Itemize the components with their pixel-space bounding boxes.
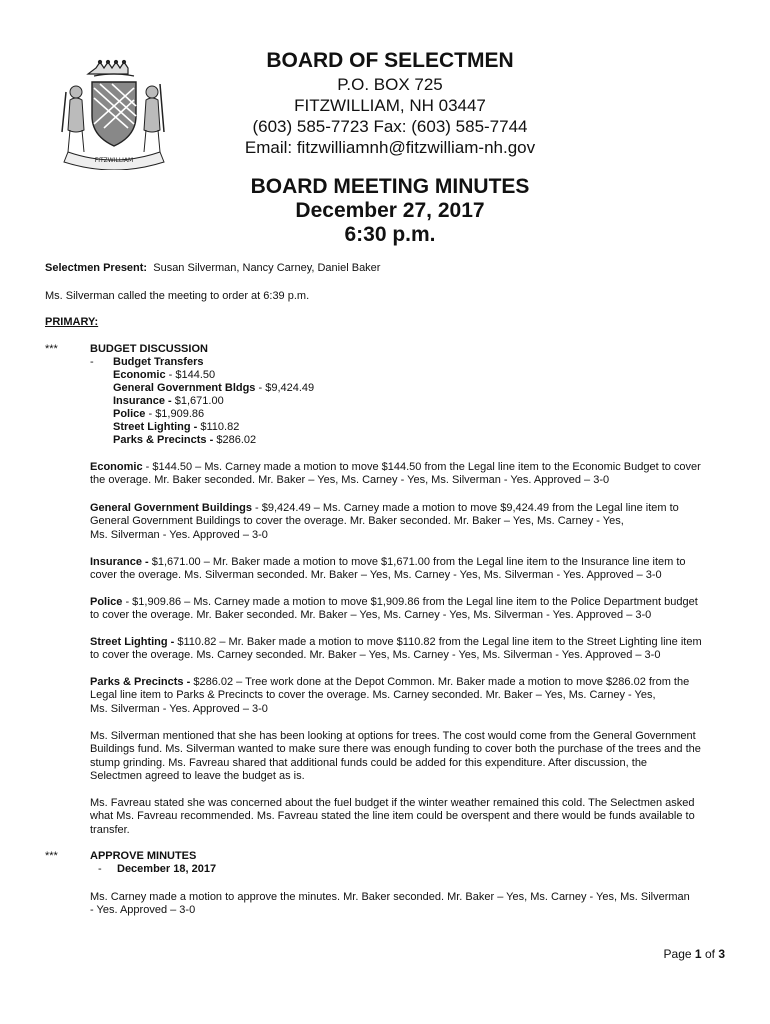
budget-item: Insurance - $1,671.00 — [113, 395, 224, 407]
page-number: Page 1 of 3 — [663, 947, 725, 961]
title-main: BOARD MEETING MINUTES — [250, 175, 530, 198]
budget-item: General Government Bldgs - $9,424.49 — [113, 382, 315, 394]
paragraph-insurance: Insurance - $1,671.00 – Mr. Baker made a motion to move $1,671.00 from the Legal line item to the Insurance line item to cover the overage. Ms. Silverman seconded. Mr. Baker – Yes, Ms. Carney - Yes, Ms. Silverman - Yes. Approved – 3-0 — [90, 556, 686, 582]
call-to-order: Ms. Silverman called the meeting to order at 6:39 p.m. — [45, 290, 310, 302]
selectmen-present — [45, 262, 380, 275]
phone-fax: (603) 585-7723 Fax: (603) 585-7744 — [252, 117, 528, 136]
email-line: Email: fitzwilliamnh@fitzwilliam-nh.gov — [244, 138, 536, 157]
minutes-dash: - — [98, 863, 102, 875]
budget-heading: BUDGET DISCUSSION — [90, 343, 208, 355]
budget-marker: *** — [45, 343, 58, 355]
paragraph-trees: Ms. Silverman mentioned that she has been looking at options for trees. The cost would come from the General Government Buildings fund. Ms. Silverman wanted to make sure there was enough funding to cover both the purchase of the trees and the stump grinding. Ms. Favreau shared that additional funds could be added for this expenditure. After discussion, the Selectmen agreed to leave the budget as is. — [90, 730, 701, 783]
org-name: BOARD OF SELECTMEN — [266, 49, 514, 72]
minutes-marker: *** — [45, 850, 58, 862]
minutes-heading: APPROVE MINUTES — [90, 850, 197, 862]
primary-heading: PRIMARY: — [45, 316, 99, 328]
budget-dash: - — [90, 356, 94, 368]
po-box: P.O. BOX 725 — [337, 75, 443, 94]
present-label: Selectmen Present: — [45, 262, 148, 274]
budget-item: Street Lighting - $110.82 — [113, 421, 240, 433]
paragraph-parks: Parks & Precincts - $286.02 – Tree work done at the Depot Common. Mr. Baker made a motion to move $286.02 from the Legal line item to Parks & Precincts to cover the overage. Ms. Carney seconded. Mr. Baker – Yes, Ms. Carney - Yes, Ms. Silverman - Yes. Approved – 3-0 — [90, 676, 690, 715]
meeting-time: 6:30 p.m. — [344, 223, 436, 246]
budget-transfers-label: Budget Transfers — [113, 356, 204, 368]
seal-ribbon-text: FITZWILLIAM — [94, 157, 134, 164]
paragraph-fuel: Ms. Favreau stated she was concerned about the fuel budget if the winter weather remained this cold. The Selectmen asked what Ms. Favreau recommended. Ms. Favreau stated the line item could be overspent and there would be funds available to transfer. — [90, 797, 695, 836]
budget-item-list — [113, 369, 314, 447]
minutes-date: December 18, 2017 — [117, 863, 217, 875]
paragraph-economic: Economic - $144.50 – Ms. Carney made a motion to move $144.50 from the Legal line item to the Economic Budget to cover the overage. Mr. Baker seconded. Mr. Baker – Yes, Ms. Carney - Yes, Ms. Silverman - Yes. Approved – 3-0 — [90, 461, 701, 487]
document-title — [200, 175, 580, 247]
meeting-date: December 27, 2017 — [295, 199, 485, 222]
paragraph-street-lighting: Street Lighting - $110.82 – Mr. Baker made a motion to move $110.82 from the Legal line item to the Street Lighting line item to cover the overage. Ms. Carney seconded. Mr. Baker – Yes, Ms. Carney - Yes, Ms. Silverman - Yes. Approved – 3-0 — [90, 636, 702, 662]
budget-item: Police - $1,909.86 — [113, 408, 205, 420]
letterhead — [200, 48, 580, 158]
paragraph-general-government: General Government Buildings - $9,424.49 – Ms. Carney made a motion to move $9,424.49 from the Legal line item to General Government Buildings to cover the overage. Mr. Baker seconded. Mr. Baker – Yes, Ms. Carney - Yes, Ms. Silverman - Yes. Approved – 3-0 — [90, 502, 679, 541]
present-names: Susan Silverman, Nancy Carney, Daniel Baker — [153, 262, 381, 274]
city-line: FITZWILLIAM, NH 03447 — [294, 96, 486, 115]
paragraph-police: Police - $1,909.86 – Ms. Carney made a motion to move $1,909.86 from the Legal line item to the Police Department budget to cover the overage. Mr. Baker seconded. Mr. Baker – Yes, Ms. Carney - Yes, Ms. Silverman - Yes. Approved – 3-0 — [90, 596, 698, 622]
budget-item: Economic - $144.50 — [113, 369, 216, 381]
budget-item: Parks & Precincts - $286.02 — [113, 434, 257, 446]
paragraph-minutes-motion: Ms. Carney made a motion to approve the minutes. Mr. Baker seconded. Mr. Baker – Yes, Ms. Carney - Yes, Ms. Silverman - Yes. Approved – 3-0 — [90, 891, 690, 917]
town-seal-image — [60, 58, 168, 170]
